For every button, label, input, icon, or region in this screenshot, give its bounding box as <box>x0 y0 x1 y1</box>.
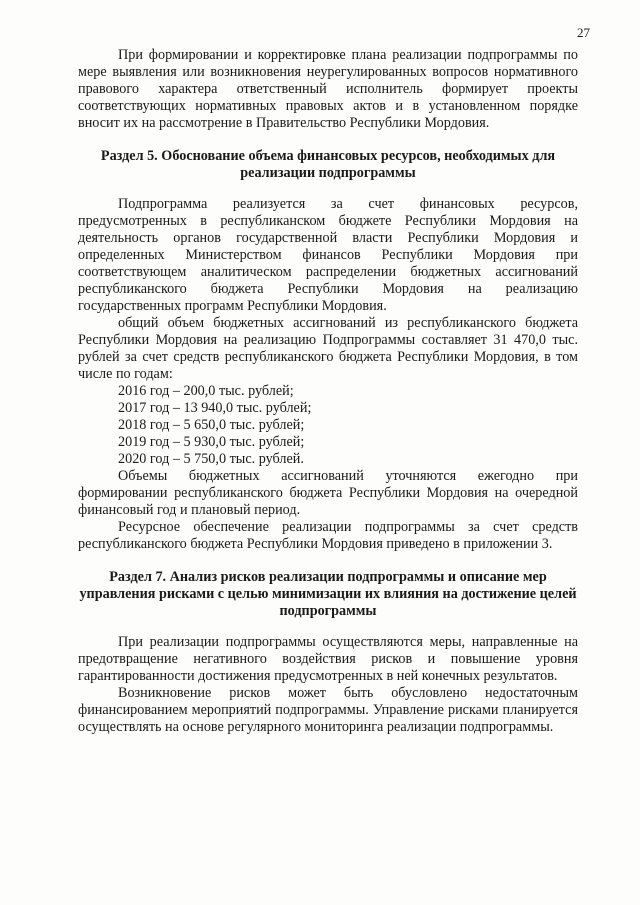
section7-paragraph-2: Возникновение рисков может быть обусловлено недостаточным финансированием мероприятий подпрограммы. Управление рисками планируется осуществлять на основе регулярного мониторинга реализации подпрограммы. <box>78 685 578 735</box>
page-content <box>78 47 578 736</box>
budget-year-2016: 2016 год – 200,0 тыс. рублей; <box>118 383 294 399</box>
section5-paragraph-1: Подпрограмма реализуется за счет финансовых ресурсов, предусмотренных в республиканском бюджете Республики Мордовия на деятельность органов государственной власти Республики Мордовия и определенных Министерством финансов Республики Мордовия при соответствующем аналитическом распределении бюджетных ассигнований республиканского бюджета Республики Мордовия на реализацию государственных программ Республики Мордовия. <box>78 196 578 314</box>
section5-paragraph-4: Ресурсное обеспечение реализации подпрограммы за счет средств республиканского бюджета Республики Мордовия приведено в приложении 3. <box>78 519 578 552</box>
section7-heading: Раздел 7. Анализ рисков реализации подпрограммы и описание мер управления рисками с целью минимизации их влияния на достижение целей подпрограммы <box>79 569 577 619</box>
section7-paragraph-1: При реализации подпрограммы осуществляются меры, направленные на предотвращение негативного воздействия рисков и повышение уровня гарантированности достижения предусмотренных в ней конечных результатов. <box>78 634 578 684</box>
section5-heading: Раздел 5. Обоснование объема финансовых ресурсов, необходимых для реализации подпрограммы <box>100 148 556 181</box>
page-number: 27 <box>577 25 590 40</box>
section5-paragraph-2: общий объем бюджетных ассигнований из республиканского бюджета Республики Мордовия на реализацию Подпрограммы составляет 31 470,0 тыс. рублей за счет средств республиканского бюджета Республики Мордовия, в том числе по годам: <box>78 315 578 382</box>
section5-paragraph-3: Объемы бюджетных ассигнований уточняются ежегодно при формировании республиканского бюджета Республики Мордовия на очередной финансовый год и плановый период. <box>78 468 578 518</box>
intro-paragraph: При формировании и корректировке плана реализации подпрограммы по мере выявления или возникновения неурегулированных вопросов нормативного правового характера ответственный исполнитель формирует проекты соответствующих нормативных правовых актов и в установленном порядке вносит их на рассмотрение в Правительство Республики Мордовия. <box>78 47 578 131</box>
budget-year-2018: 2018 год – 5 650,0 тыс. рублей; <box>118 417 305 433</box>
budget-year-2019: 2019 год – 5 930,0 тыс. рублей; <box>118 434 305 450</box>
budget-year-2017: 2017 год – 13 940,0 тыс. рублей; <box>118 400 312 416</box>
budget-year-2020: 2020 год – 5 750,0 тыс. рублей. <box>118 451 304 467</box>
